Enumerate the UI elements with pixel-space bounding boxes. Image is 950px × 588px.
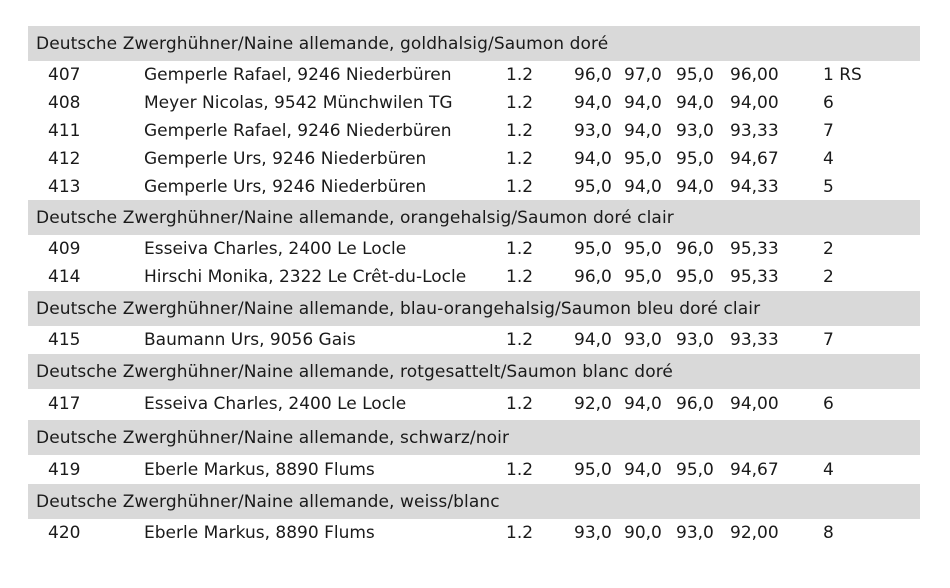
rank: 4 (823, 149, 834, 169)
class-code: 1.2 (506, 177, 534, 197)
entry-row (0, 145, 950, 173)
breeder-name: Gemperle Rafael, 9246 Niederbüren (144, 65, 452, 85)
average-score: 92,00 (730, 523, 779, 543)
average-score: 94,00 (730, 394, 779, 414)
score-1: 96,0 (574, 65, 612, 85)
breeder-name: Eberle Markus, 8890 Flums (144, 523, 375, 543)
score-3: 94,0 (676, 177, 714, 197)
entry-number: 409 (48, 239, 81, 259)
score-2: 93,0 (624, 330, 662, 350)
entry-number: 412 (48, 149, 81, 169)
category-header (28, 484, 920, 519)
score-3: 93,0 (676, 523, 714, 543)
score-2: 94,0 (624, 394, 662, 414)
breeder-name: Eberle Markus, 8890 Flums (144, 460, 375, 480)
entry-number: 419 (48, 460, 81, 480)
entry-row (0, 263, 950, 291)
class-code: 1.2 (506, 93, 534, 113)
average-score: 94,67 (730, 149, 779, 169)
entry-number: 407 (48, 65, 81, 85)
score-3: 93,0 (676, 121, 714, 141)
category-title: Deutsche Zwerghühner/Naine allemande, schwarz/noir (36, 427, 510, 448)
rank: 6 (823, 394, 834, 414)
score-2: 94,0 (624, 460, 662, 480)
score-2: 95,0 (624, 239, 662, 259)
entry-row (0, 390, 950, 418)
class-code: 1.2 (506, 149, 534, 169)
rank: 7 (823, 330, 834, 350)
average-score: 94,67 (730, 460, 779, 480)
score-1: 94,0 (574, 149, 612, 169)
score-2: 95,0 (624, 149, 662, 169)
breeder-name: Meyer Nicolas, 9542 Münchwilen TG (144, 93, 453, 113)
score-1: 93,0 (574, 523, 612, 543)
average-score: 94,00 (730, 93, 779, 113)
entry-row (0, 61, 950, 89)
class-code: 1.2 (506, 460, 534, 480)
score-3: 95,0 (676, 65, 714, 85)
entry-row (0, 173, 950, 201)
average-score: 93,33 (730, 330, 779, 350)
score-1: 95,0 (574, 460, 612, 480)
rank: 7 (823, 121, 834, 141)
score-2: 94,0 (624, 93, 662, 113)
category-header (28, 420, 920, 455)
score-3: 96,0 (676, 394, 714, 414)
rank: 4 (823, 460, 834, 480)
entry-row (0, 456, 950, 484)
category-header (28, 291, 920, 326)
category-title: Deutsche Zwerghühner/Naine allemande, weiss/blanc (36, 491, 500, 512)
breeder-name: Esseiva Charles, 2400 Le Locle (144, 239, 407, 259)
rank: 6 (823, 93, 834, 113)
score-3: 95,0 (676, 460, 714, 480)
score-2: 94,0 (624, 121, 662, 141)
category-title: Deutsche Zwerghühner/Naine allemande, blau-orangehalsig/Saumon bleu doré clair (36, 298, 761, 319)
score-1: 94,0 (574, 330, 612, 350)
score-2: 90,0 (624, 523, 662, 543)
average-score: 95,33 (730, 239, 779, 259)
score-2: 95,0 (624, 267, 662, 287)
rank: 2 (823, 239, 834, 259)
class-code: 1.2 (506, 330, 534, 350)
entry-number: 420 (48, 523, 81, 543)
breeder-name: Hirschi Monika, 2322 Le Crêt-du-Locle (144, 267, 467, 287)
rank: 8 (823, 523, 834, 543)
class-code: 1.2 (506, 65, 534, 85)
average-score: 93,33 (730, 121, 779, 141)
score-3: 94,0 (676, 93, 714, 113)
entry-row (0, 326, 950, 354)
average-score: 95,33 (730, 267, 779, 287)
score-3: 95,0 (676, 267, 714, 287)
category-title: Deutsche Zwerghühner/Naine allemande, orangehalsig/Saumon doré clair (36, 207, 674, 228)
entry-row (0, 117, 950, 145)
score-3: 93,0 (676, 330, 714, 350)
entry-number: 417 (48, 394, 81, 414)
score-1: 95,0 (574, 239, 612, 259)
breeder-name: Gemperle Urs, 9246 Niederbüren (144, 149, 427, 169)
entry-number: 415 (48, 330, 81, 350)
category-header (28, 26, 920, 61)
category-header (28, 354, 920, 389)
entry-row (0, 235, 950, 263)
class-code: 1.2 (506, 239, 534, 259)
category-header (28, 200, 920, 235)
average-score: 94,33 (730, 177, 779, 197)
rank: 5 (823, 177, 834, 197)
score-2: 97,0 (624, 65, 662, 85)
entry-number: 414 (48, 267, 81, 287)
class-code: 1.2 (506, 121, 534, 141)
breeder-name: Gemperle Rafael, 9246 Niederbüren (144, 121, 452, 141)
entry-row (0, 89, 950, 117)
class-code: 1.2 (506, 267, 534, 287)
entry-number: 411 (48, 121, 81, 141)
breeder-name: Esseiva Charles, 2400 Le Locle (144, 394, 407, 414)
category-title: Deutsche Zwerghühner/Naine allemande, goldhalsig/Saumon doré (36, 33, 609, 54)
score-1: 93,0 (574, 121, 612, 141)
score-3: 96,0 (676, 239, 714, 259)
entry-number: 413 (48, 177, 81, 197)
entry-number: 408 (48, 93, 81, 113)
category-title: Deutsche Zwerghühner/Naine allemande, rotgesattelt/Saumon blanc doré (36, 361, 673, 382)
average-score: 96,00 (730, 65, 779, 85)
breeder-name: Baumann Urs, 9056 Gais (144, 330, 356, 350)
rank: 2 (823, 267, 834, 287)
class-code: 1.2 (506, 394, 534, 414)
breeder-name: Gemperle Urs, 9246 Niederbüren (144, 177, 427, 197)
score-1: 94,0 (574, 93, 612, 113)
score-3: 95,0 (676, 149, 714, 169)
score-1: 96,0 (574, 267, 612, 287)
score-1: 92,0 (574, 394, 612, 414)
rank: 1 RS (823, 65, 862, 85)
entry-row (0, 519, 950, 547)
class-code: 1.2 (506, 523, 534, 543)
score-2: 94,0 (624, 177, 662, 197)
score-1: 95,0 (574, 177, 612, 197)
